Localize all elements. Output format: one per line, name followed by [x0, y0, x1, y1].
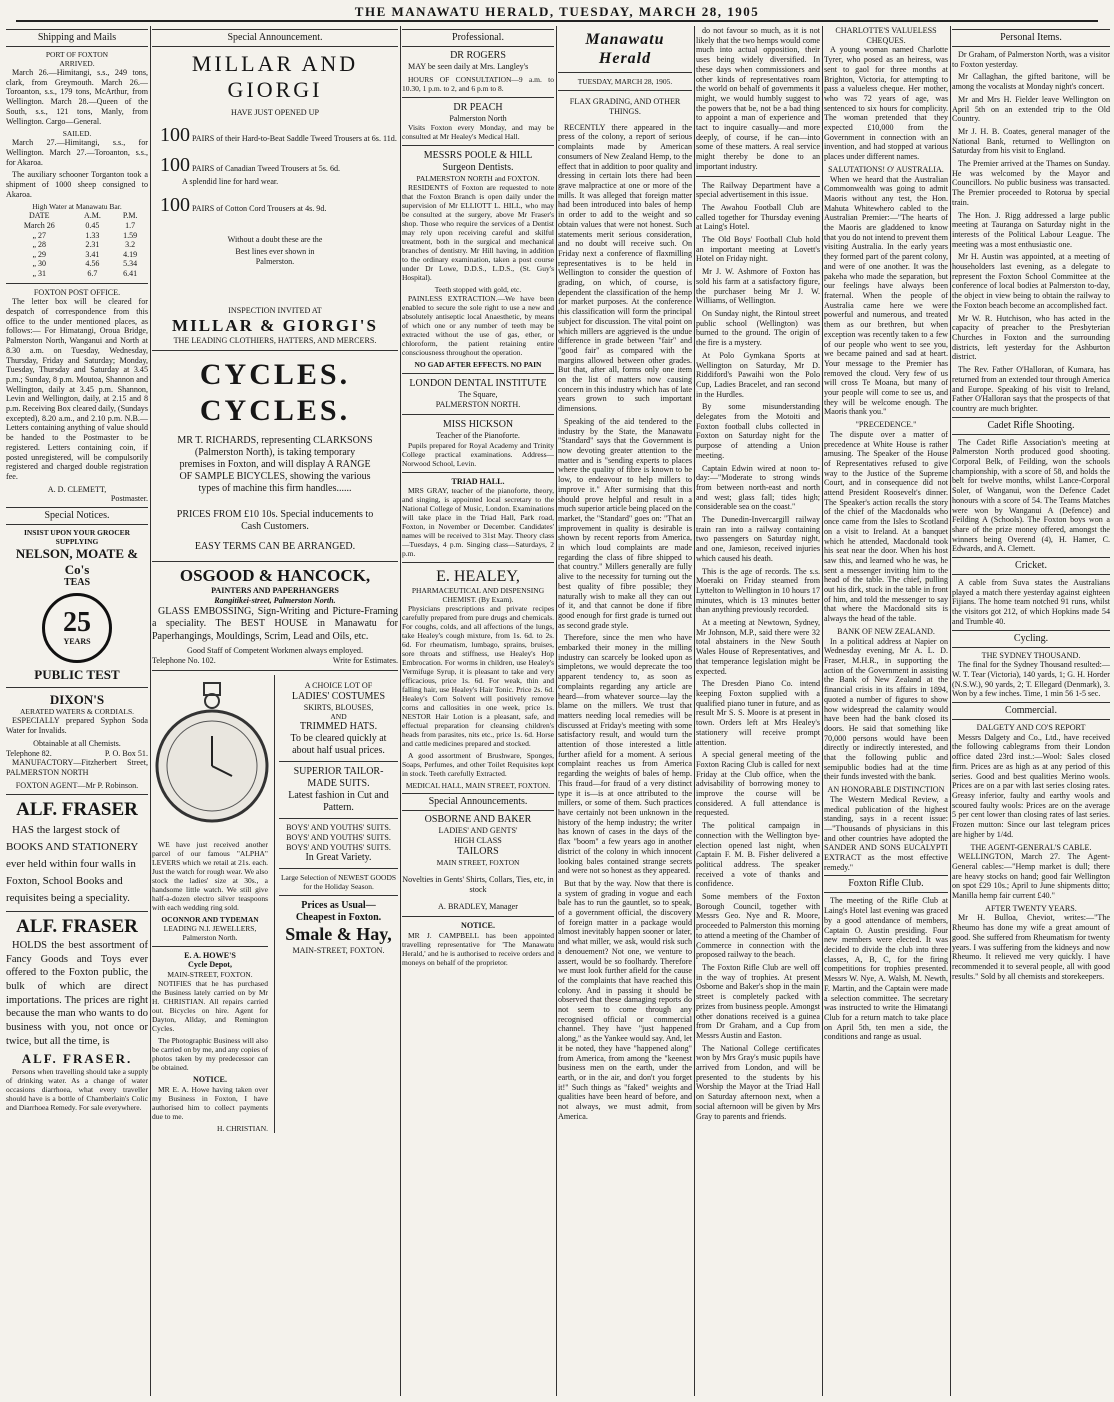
editorial-continued: do not favour so much, as it is not likely that the two hemps would come much into actual opposition, their uses being widely diversified. In these days when commissioners and other kinds of representatives roam the world on behalf of governments it might, we would humbly suggest to the powers that be, not be a bad thing to appoint a man of experience and tact to inquire casually—and more deeply, of course, if he can—into some of these matters. A real service might thereby be done to an important industry. [696, 26, 820, 171]
news-item: The Dunedin-Invercargill railway train ran into a railway containing two passengers on Saturday night, and one, Jamieson, received injuries which caused his death. [696, 515, 820, 563]
text-block: 6.7 [87, 269, 98, 278]
text-block: BANK OF NEW ZEALAND. [837, 626, 935, 636]
text-block: TRIMMED HATS. [299, 721, 378, 733]
text-block: In a political address at Napier on Wednesday evening, Mr A. L. D. Fraser, M.H.R., in supporting the action of the Government in assisting the Bank of New Zealand at the financial crisis in its affairs in 1894, quoted a number of figures to show how widespread the calamity would have been had the bank closed its doors. He said that something like 70,000 persons would have been directly or indirectly interested, and that the following public and semipublic bodies had at the time their funds invested with the bank. [824, 636, 948, 782]
text-block: The Photographic Business will also be carried on by me, and any copies of photos taken by my predecessor can be obtained. [152, 1035, 268, 1072]
text-block: PALMERSTON NORTH. [435, 400, 521, 410]
cricket-heading: Cricket. [952, 557, 1110, 575]
text-block: Telephone No. 102. [152, 656, 216, 666]
post-office-heading: FOXTON POST OFFICE. [33, 287, 121, 297]
dixon-man: MANUFACTORY—Fitzherbert Street, PALMERSTON NORTH [6, 758, 148, 777]
text-block: Mr J. H. B. Coates, general manager of the National Bank, returned to Wellington on Saturday from his visit to England. [952, 126, 1110, 156]
text-block: AND [330, 712, 347, 722]
issue-date: TUESDAY, MARCH 28, 1905. [577, 77, 673, 87]
shipping-heading: Shipping and Mails [6, 29, 148, 47]
text-block: Mr W. R. Hutchison, who has acted in the capacity of preacher to the Presbyterian Churches in Foxton and the surrounding districts, left yesterday for the Ashburton district. [952, 313, 1110, 362]
news-item: The Old Boys' Football Club hold an important meeting at Lovett's Hotel on Friday night. [696, 235, 820, 264]
text-block: OSBORNE AND BAKER [424, 814, 532, 826]
text-block: E. A. HOWE'S [184, 950, 236, 960]
text-block: SALUTATIONS! O' AUSTRALIA. [828, 164, 944, 174]
arrived-text: March 26.—Himitangi, s.s., 249 tons, clark, from Greymouth. March 26.—Toroanton, s.s., 179 tons, McArthur, from Wellington. March 28.—Queen of the South, s.s., 121 tons, Manly, from Wellington. Cargo—General. [6, 68, 148, 126]
text-block: LEADING N.I. JEWELLERS, [163, 923, 257, 933]
text-block: Teacher of the Pianoforte. [436, 430, 520, 440]
text-block: To be cleared quickly at about half usual prices. [290, 733, 387, 757]
alf-fraser-2-text: HOLDS the best assortment of Fancy Goods and Toys ever offered to the Foxton public, the bulk of which are direct importations. The prices are right because the man who wants to do business with you, not once or twice, but all the time, is [6, 940, 148, 1047]
text-block: H. CHRISTIAN. [216, 1123, 268, 1133]
postmaster-name: A. D. CLEMETT, [47, 484, 107, 494]
text-block: When we heard that the Australian Commonwealth was going to admit Maoris without any test, the Hon. Mahuta Whitewhero cabled to the Australian Premier:—"The hearts of the Maoris are gladdened to know that you do not intend to prevent them visiting Australia. In the early years they formed part of the parent colony, and were of one another. It was the pakeha who made the separation, but our feelings have always been fraternal. When the people of Australia came here we were powerful and numerous, and treated them as our brethren, but when exception was recently taken to a few of our people who went to see you, we became pained and sad at heart. Your message to the Premier has removed the cloud. Very few of us will cross Te Moana, but many of your people will come to see us, and they will be welcome enough. The Maoris thank you." [824, 174, 948, 417]
dixon-sub: AERATED WATERS & CORDIALS. [19, 707, 135, 717]
text-block: AN HONORABLE DISTINCTION [827, 785, 945, 795]
text-block: Latest fashion in Cut and Pattern. [288, 790, 389, 814]
text-block: INSPECTION INVITED AT [228, 306, 322, 316]
text-block: MEDICAL HALL, MAIN STREET, FOXTON. [405, 781, 551, 791]
text-block: The Hon. J. Rigg addressed a large public meeting at Tauranga on Saturday night in the interests of the Political Labour League. The meeting was a most enthusiastic one. [952, 210, 1110, 249]
text-block: A. BRADLEY, Manager [438, 902, 518, 912]
text-block: The Premier arrived at the Thames on Sunday. He was welcomed by the Mayor and Councillors. No public business was transacted. The Premier proceeded to Rotorua by special train. [952, 159, 1110, 207]
pocket-watch-icon [152, 681, 272, 831]
text-block: Dr Graham, of Palmerston North, was a visitor to Foxton yesterday. [952, 50, 1110, 69]
text-block: The Rev. Father O'Halloran, of Kumara, has returned from an extended tour through America and Europe. Speaking of his visit to Ireland, Father O'Halloran says that the prospects of that country are much brighter. [952, 365, 1110, 413]
text-block: E. HEALEY, [436, 568, 520, 586]
arrived-label: ARRIVED. [59, 59, 95, 68]
text-block: NOTICE. [461, 920, 495, 930]
text-block: 100 [160, 194, 190, 217]
alf-fraser-sig: ALF. FRASER. [21, 1051, 133, 1067]
text-block: „ 27 [32, 230, 47, 240]
news-item: Some members of the Foxton Borough Council, together with Messrs Geo. Nye and R. Moore, proceeded to Palmerston this morning to attend a meeting of the Chamber of Commerce in connection with the proposed railway to the beach. [696, 892, 820, 960]
text-block: A CHOICE LOT OF [304, 680, 373, 690]
text-block: Best lines ever shown in [235, 246, 315, 256]
text-block: THE AGENT-GENERAL'S CABLE. [970, 842, 1092, 852]
dixon-name: DIXON'S [49, 691, 105, 707]
text-block: LADIES' AND GENTS' [438, 826, 518, 836]
text-block: Rangitikei-street, Palmerston North. [214, 596, 336, 606]
text-block: Good Staff of Competent Workmen always employed. [187, 646, 363, 656]
news-item: Mr J. W. Ashmore of Foxton has sold his farm at a satisfactory figure, the purchaser being Mr J. W. Williams, of Wellington. [696, 267, 820, 306]
text-block: NOTIFIES that he has purchased the Business lately carried on by Mr H. CHRISTIAN. All repairs carried out. Bicycles on hire. Agent for Dayton, Allday, and Remington Cycles. [152, 978, 268, 1033]
text-block: A young woman named Charlotte Tyrer, who posed as an heiress, was sent to gaol for three months at Brighton, Victoria, for attempting to pass a valueless cheque. Her mother, who was 72 years of age, was sentenced to six hours for complicity. The woman pretended that they expected £10,000 from the Government in connection with an invention, and had stopped at various places under different names. [824, 45, 948, 162]
text-block: Special Announcements. [402, 793, 554, 811]
news-item: By some misunderstanding delegates from the Motoiti and Foxton football clubs collected in Foxton on Saturday night for the purpose of attending a Union meeting. [696, 402, 820, 460]
text-block: 3.41 [85, 249, 100, 259]
text-block: TRIAD HALL. [451, 476, 505, 486]
text-block: Novelties in Gents' Shirts, Collars, Ties, etc, in stock [402, 874, 554, 894]
text-block: Without a doubt these are the [227, 235, 323, 245]
post-office-text: The letter box will be cleared for despatch of correspondence from this office to the under mentioned places, as follows:— For Himatangi, Oroua Bridge, Palmerston North, Wanganui and North at 8.30 a.m. on Tuesday, Wednesday, Thursday, Friday and Saturday; Monday, Tuesday, Thursday and Saturday at 3.45 p.m.; Sunday, 8 p.m. Moutoa, Shannon and Wellington, daily at 3.45 p.m. Shannon, Levin and Wellington, daily, at 2.15 and 8 p.m. Receiving Box cleared daily, (Sundays excepted), 8.20 a.m., and 2.10 p.m. N.B.—Letters containing anything of value should be handed to the Postmaster to be registered. Letters containing coin, if posted unregistered, will be compulsorily registered and charged double registration fee. [6, 297, 148, 481]
text-block: BOYS' AND YOUTHS' SUITS. [286, 842, 391, 852]
text-block: Prices as Usual— [301, 900, 376, 912]
newspaper-flag: Manawatu Herald [585, 31, 665, 68]
text-block: DR ROGERS [450, 50, 506, 61]
column-4 [558, 26, 692, 1396]
text-block: TAILORS [457, 845, 499, 857]
text-block: 100 [160, 124, 190, 147]
news-item: The Railway Department have a special advertisement in this issue. [696, 180, 820, 200]
text-block: MESSRS POOLE & HILL [423, 150, 533, 162]
text-block: Palmerston North [449, 113, 507, 123]
text-block: „ 31 [32, 269, 47, 278]
tide-heading: High Water at Manawatu Bar. [32, 202, 122, 212]
text-block: 1.33 [85, 230, 100, 240]
text-block: AFTER TWENTY YEARS. [985, 903, 1077, 913]
editorial-para: Therefore, since the men who have embarked their money in the milling industry can scarcely be looked upon as simpletons, we would deprecate the too apparent tendency to, as soon as complaints regarding any article are heard—from whatever source—lay the blame on the millers. We trust that matters needing local remedies will be discussed at Friday's meeting with some satisfactory result, and would turn the attention of those interested a little further afield for a moment. A serious complaint reaches us from America regarding the weights of bales of hemp. This fraud—for fraud of a very distinct type it is—is at once attributed to the millers, or some of them. Such practices have certainly not been unknown in the history of the hemp industry; the writer has known of cases in the days of the flax "boom" a few years ago in another district of the colony in which innocent looking bales contained strange secrets and were not so honest as they appeared. [558, 633, 692, 876]
text-block: MAIN-STREET, FOXTON. [167, 969, 253, 979]
masthead: THE MANAWATU HERALD, TUESDAY, MARCH 28, 1905 [16, 4, 1098, 22]
text-block: A.M. [83, 211, 101, 221]
news-item: At Polo Gymkana Sports at Wellington on Saturday, Mr D. Riddiford's Pawaihi won the Polo Cup, Ladies Bracelet, and ran second in the Hurdles. [696, 350, 820, 399]
text-block: BOYS' AND YOUTHS' SUITS. [286, 823, 391, 833]
column-3 [402, 26, 554, 1396]
dixon-box: P. O. Box 51. [104, 748, 148, 758]
postmaster-title: Postmaster. [110, 494, 148, 504]
text-block: PRICES FROM £10 10s. Special inducements to [176, 509, 374, 521]
text-block: The meeting of the Rifle Club at Laing's Hotel last evening was graced by a good attendance of members, Captain O. Austin presiding. Four new members were elected. It was decided to divide the club into three classes, A, B, C, for the firing competitions for trophies presented. Messrs W. Nye, A. Walsh, M. Newth, F. Martin, and the Captain were made a selection committee. The secretary was instructed to write the Himatangi Club for a return match to take place on April 5th, ten men a side, the conditions and range as usual. [824, 896, 948, 1042]
text-block: 1.7 [125, 221, 136, 231]
text-block: Large Selection of NEWEST GOODS for the Holiday Season. [280, 873, 397, 892]
commercial-heading: Commercial. [952, 702, 1110, 720]
cadet-heading: Cadet Rifle Shooting. [952, 417, 1110, 435]
text-block: The dispute over a matter of precedence at White House is rather amusing. The Speaker of the House of Representatives refused to give way to the Justice of the Supreme Court, and in consequence did not attend President Roosevelt's dinner. The Speaker's action recalls the story of the chief of the Macdonalds who once came from the Isles to Scotland on a visit to Ireland. At a banquet which he attended, Macdonald took his seat near the door. When his host saw this, and learned who he was, he sent a messenger inviting him to the head of the table. The chief, pulling out his dirk, stuck in the table in front of him, and told the messenger to say that where the Macdonald sits is always the head of the table. [824, 429, 948, 624]
sailed-text: March 27.—Himitangi, s.s., for Wellington. March 27.—Toroanton, s.s., for Akaroa. [6, 138, 148, 167]
text-block: PHARMACEUTICAL AND DISPENSING CHEMIST. (By Exam). [411, 586, 545, 605]
text-block: Visits Foxton every Monday, and may be consulted at Mr Healey's Medical Hall. [402, 123, 554, 142]
text-block: THE LEADING CLOTHIERS, HATTERS, AND MERCERS. [173, 336, 377, 346]
text-block: P.M. [122, 211, 138, 221]
text-block: The Cadet Rifle Association's meeting at Palmerston North produced good shooting. Corporal Belk, of Feilding, won the schools championship, with a score of 58, and holds the belt for twelve months, whilst Lance-Corporal Soler, of Wanganui, won the Defence Cadet honours with a score of 54. The Teams Matches were won by Wanganui A (Defence) and Feilding A (Schools). The Foxton boys won a share of the prize money offered, amongst the winners being Overend (4), H. Hamer, C. Edwards, and A. Clemett. [952, 437, 1110, 554]
special-notices-heading: Special Notices. [6, 507, 148, 525]
text-block: 4.19 [123, 249, 138, 259]
millar-giorgi-2: MILLAR & GIORGI'S [172, 316, 378, 335]
text-block: MR E. A. Howe having taken over my Business in Foxton, I have authorised him to collect payments due to me. [152, 1084, 268, 1121]
alf-fraser-2: ALF. FRASER [16, 916, 138, 938]
news-item: The political campaign in connection with the Wellington bye-election opened last night, when Captain F. M. B. Fisher delivered a political address. The speaker received a vote of thanks and confidence. [696, 821, 820, 889]
nm-insist: INSIST UPON YOUR GROCER SUPPLYING [23, 528, 131, 547]
text-block: MAIN STREET, FOXTON [436, 857, 520, 867]
text-block: MR T. RICHARDS, representing CLARKSONS [177, 435, 373, 447]
special-announcement-heading: Special Announcement. [152, 29, 398, 47]
dixon-agent: FOXTON AGENT—Mr P. Robinson. [15, 780, 139, 790]
text-block: PALMERSTON NORTH and FOXTON. [416, 174, 540, 184]
text-block: MAY be seen daily at Mrs. Langley's [408, 62, 529, 71]
text-block: DR PEACH [453, 101, 503, 113]
text-block: "PRECEDENCE." [855, 420, 917, 430]
editorial-para: But that by the way. Now that there is a system of grading in vogue and each bale has to run the gauntlet, so to speak, of a government official, the discovery of foreign matter in a package would almost inevitably happen sooner or later, and what miller, we ask, would risk such a denouement? Not one, we venture to assert, would be so foolhardy. Therefore we must look further afield for the cause of the complaints that have reached this colony. And in passing it should be observed that these damaging reports do not seem to come through any recognised official or commercial channel. They have "just happened along," as the Yankee would say. And, let it be noted, they have "happened along" from America, from among the "keenest business men on the earth, under the earth, or in the air, and don't you forget it!" Such things as "faked" weights and qualities have been heard of before, and not always, we must admit, from America. [558, 878, 692, 1121]
nm-teas: TEAS [63, 577, 91, 589]
text-block: MRS GRAY, teacher of the pianoforte, theory, and singing, is appointed local secretary to the National College of Music, London. Examinations will take place in the Triad Hall, Park road, Foxton, in November or December. Candidates' names will be received to 31st May. Theory class—Tuesdays, 4 p.m. Singing class—Saturdays, 2 p.m. [402, 486, 554, 559]
dixon-chemists: Obtainable at all Chemists. [33, 738, 121, 748]
text-block: Pupils prepared for Royal Academy and Trinity College practical examinations. Address—Norwood School, Levin. [402, 440, 554, 468]
text-block: Teeth stopped with gold, etc. [434, 285, 522, 295]
opened-text: HAVE JUST OPENED UP [230, 107, 320, 117]
text-block: 6.41 [123, 269, 138, 278]
text-block: OF SAMPLE BICYCLES, showing the various [179, 471, 371, 483]
text-block: Mr Callaghan, the gifted baritone, will be among the vocalists at Monday night's concert. [952, 72, 1110, 92]
text-block: premises in Foxton, and will display A RANGE [179, 459, 371, 471]
text-block: „ 29 [32, 249, 47, 259]
news-item: The Awahou Football Club are called together for Thursday evening at Laing's Hotel. [696, 202, 820, 232]
alf-fraser-1-text: HAS the largest stock of BOOKS AND STATIONERY ever held within four walls in Foxton, School Books and requisites being a speciality. [6, 824, 138, 905]
column-5 [696, 26, 820, 1396]
dixon-text: ESPECIALLY prepared Syphon Soda Water for Invalids. [6, 716, 148, 736]
editorial-title: FLAX GRADING, AND OTHER THINGS. [569, 97, 681, 117]
news-item: A special general meeting of the Foxton Racing Club is called for next Friday at the Club office, when the advisability of borrowing money to improve the course will be considered. A full attendance is requested. [696, 750, 820, 818]
editorial-para: RECENTLY there appeared in the press of the colony, a report of serious complaints made by American consumers of New Zealand Hemp, to the effect that in addition to poor quality and dressing in certain lots there had been grave malpractice at one or more of the mills. It was alleged that foreign matter had been introduced into bales of hemp in order to add to the weight and so obtain values that were not honest. Such statements merit serious consideration, and no doubt will receive such. On Friday next a conference of flaxmilling representatives is to be held in Wellington to consider the question of grading, on which, of course, is dependent the classification of the hemp for market purposes. At the conference this classification will form the principal subject for discussion. The vital point on which millers are aggrieved is the undue difference in grade between "fair" and "good fair" as compared with the margins allowed between other grades. But that, after all, forms only one item on the list of matters now causing concern in this industry which has of late years grown to such important dimensions. [558, 122, 692, 414]
text-block: PAINLESS EXTRACTION.—We have been enabled to secure the sole right to use a new and absolutely antiseptic local Anaesthetic, by means of which one or any number of teeth may be extracted without the use of gas, ether, or chloroform, the patient retaining entire consciousness throughout the operation. [402, 294, 554, 358]
news-item: The Dresden Piano Co. intend keeping Foxton supplied with a qualified piano tuner in future, and as result Mr S. S. Moore is at present in town. Orders left at Mrs Healey's stationery will receive prompt attention. [696, 679, 820, 747]
text-block: Cash Customers. [241, 521, 309, 533]
text-block: March 26 [23, 221, 55, 231]
text-block: RESIDENTS of Foxton are requested to note that the Foxton Branch is open daily under the supervision of Mr ELLIOTT L. HILL, who may be consulted at the surgery, above Mr Fraser's shop. Those who require the services of a Dentist may rely upon receiving careful and skilful treatment, both in the surgical and mechanical branches of dentistry. Mr Hill having, in addition to the ordinary examination, taken a post course under Dr Lowe, D.D.S., L.D.S., (St. Guy's Hospital). [402, 183, 554, 283]
text-block: In Great Variety. [305, 852, 372, 864]
editorial-para: Speaking of the aid tendered to the industry by the State, the Manawatu "Standard" says that the Government is now devoting greater attention to the matter and is "sending experts to places where the quality of fibre is known to be low, to endeavour to help millers to improve it." After surmising that this should prove helpful and result in a much superior article being placed on the market, the "Standard" goes on: "That an improvement in quality is desirable is shown by recent reports from America, in which loud complaints are made regarding the class of fibre shipped to that country." Millers generally are fully alive to the necessity for turning out the best quality of fibre possible; they naturally wish to make all they can out of it, and that cannot be done if fibre good enough for first grade is turned out as second grade style. [558, 416, 692, 630]
news-item: On Sunday night, the Rintoul street public school (Wellington) was burned to the ground. The origin of the fire is a mystery. [696, 308, 820, 348]
text-block: THE SYDNEY THOUSAND. [981, 650, 1081, 660]
text-block: The Western Medical Review, a medical publication of the highest standing, says in a recent issue:—"Thousands of physicians in this and other countries have adopted the SANDER AND SONS EUCALYPTI EXTRACT as the most effective remedy." [824, 794, 948, 872]
text-block: 4.56 [85, 259, 100, 269]
alf-fraser-foot: Persons when travelling should take a supply of drinking water. As a change of water occasions diarrhoea, what every traveller should have is a bottle of Chamberlain's Colic and Diarrhoea Remedy. For sale everywhere. [6, 1066, 148, 1112]
text-block: NOTICE. [193, 1074, 227, 1084]
text-block: SKIRTS, BLOUSES, [303, 702, 374, 712]
text-block: YEARS [63, 637, 91, 647]
text-block: 2.31 [85, 240, 100, 250]
news-item: Captain Edwin wired at noon to-day:—"Moderate to strong winds from between north-east and north and west; glass fall; tides high; considerable sea on the coast." [696, 463, 820, 512]
text-block: types of machine this firm handles...... [198, 483, 352, 495]
osgood-hancock: OSGOOD & HANCOCK, [179, 566, 371, 586]
column-7 [952, 26, 1110, 1396]
item-1: PAIRS of their Hard-to-Beat Saddle Tweed Trousers at 6s. 11d. [192, 134, 397, 144]
text-block: DALGETY AND CO'S REPORT [976, 723, 1086, 733]
text-block: The final for the Sydney Thousand resulted:—W. T. Tear (Victoria), 140 yards, 1; G. H. Horder (N.S.W.), 90 yards, 2; T. Ellegard (Denmark), 3. Won by a few inches. Time, 1 min 56 1-5 sec. [952, 660, 1110, 699]
text-block: A splendid line for hard wear. [182, 177, 279, 187]
text-block: NO GAD AFTER EFFECTS. NO PAIN [414, 360, 542, 370]
port-heading: PORT OF FOXTON [45, 50, 109, 59]
text-block: BOYS' AND YOUTHS' SUITS. [286, 832, 391, 842]
text-block: DATE [29, 211, 50, 221]
smale-hay: Smale & Hay, [285, 924, 392, 945]
text-block: Mr H. Austin was appointed, at a meeting of householders last evening, as a delegate to represent the Foxton School Committee at the conference of local bodies at Palmerston to-day, the object in view being to obtain the railway to the Foxton beach become an accomplished fact. [952, 252, 1110, 310]
news-item: The National College certificates won by Mrs Gray's music pupils have arrived from London, and will be presented to the students by his Worship the Mayor at the Triad Hall on Saturday afternoon next, when a social afternoon will be given by Mrs Gray to parents and friends. [696, 1043, 820, 1121]
text-block: LADIES' COSTUMES [291, 690, 386, 702]
text-block: Messrs Dalgety and Co., Ltd., have received the following cablegrams from their London office dated 23rd inst.:—Wool: Sales closed firm. Prices are as high as at any period of this series. Good and best qualities Merino wools. Prices are on a par with last series closing rates. Greasy inferior, faulty and earthy wools and scoured faulty wools: Prices are on the average 5 per cent lower than closing rates of last series. Frozen mutton: Since our last telegram prices are higher by 1/4d. [952, 732, 1110, 839]
text-block: Palmerston. [255, 256, 295, 266]
watch-text: WE have just received another parcel of our famous "ALPHA" LEVERS which we retail at 21s. each. Just the watch for rough wear. We also stock the ladies' size at 30s., a handsome little watch. We still give half-a-dozen electro silver teaspoons with each wedding ring sold. [152, 839, 268, 912]
news-item: This is the age of records. The s.s. Moeraki on Friday steamed from Lyttelton to Wellington in 10 hours 17 minutes, which is 13 minutes better than anything previously recorded. [696, 566, 820, 615]
cycling-heading: Cycling. [952, 630, 1110, 648]
text-block: (Palmerston North), is taking temporary [194, 447, 356, 459]
rifle-club-heading: Foxton Rifle Club. [824, 875, 948, 893]
item-2: PAIRS of Canadian Tweed Trousers at 5s. 6d. [192, 164, 341, 174]
dixon-tel: Telephone 82. [6, 748, 52, 758]
cycles-heading: CYCLES. CYCLES. [199, 358, 351, 428]
text-block: Cheapest in Foxton. [295, 912, 382, 924]
text-block: WELLINGTON, March 27. The Agent-General cables:—"Hemp market is dull; there are heavy stocks on hand; good fair Wellington on spot £29 10s.; April to June shipments ditto; Manilla hemp fair current £40." [952, 852, 1110, 901]
text-block: 5.34 [123, 259, 138, 269]
text-block: MR J. CAMPBELL has been appointed travelling representative for 'The Manawatu Herald,' and he is authorised to receive orders and moneys on behalf of the proprietor. [402, 930, 554, 967]
text-block: HIGH CLASS [454, 836, 502, 846]
text-block: 25 [63, 607, 91, 639]
nm-brand: NELSON, MOATE & Co's [15, 546, 139, 577]
text-block: EASY TERMS CAN BE ARRANGED. [194, 541, 356, 553]
text-block: MISS HICKSON [442, 418, 514, 430]
text-block: Palmerston North. [182, 932, 238, 942]
column-1 [6, 26, 148, 1396]
column-2 [152, 26, 398, 1396]
text-block: MAIN-STREET, FOXTON. [292, 945, 385, 955]
text-block: A cable from Suva states the Australians played a match there yesterday against eighteen Fijians. The home team notched 91 runs, whilst the visitors got 212, of which Hopkins made 54 and Trumble 40. [952, 578, 1110, 626]
professional-heading: Professional. [402, 29, 554, 47]
sailed-label: SAILED. [62, 129, 92, 139]
news-item: At a meeting at Newtown, Sydney, Mr Johnson, M.P., said there were 32 total abstainers in the New South Wales House of Representatives, and that temperance legislation might be expected. [696, 618, 820, 676]
public-test: PUBLIC TEST [34, 667, 120, 683]
text-block: 1.59 [123, 230, 138, 240]
text-block: A good assortment of Brushware, Sponges, Soaps, Perfumes, and other Toilet Requisites kept in stock. Teeth carefully Extracted. [402, 751, 554, 779]
text-block: PAINTERS AND PAPERHANGERS [211, 586, 339, 596]
news-item: The Foxton Rifle Club are well off in the way of trophies. At present Osborne and Baker's shop in the main street is completely packed with prizes from business people. Amongst other donations received is a guinea from Dr Graham, and a Cup from Messrs Austin and Easton. [696, 962, 820, 1040]
text-block: HOURS OF CONSULTATION—9 a.m. to 10.30, 1 p.m. to 2, and 6 p.m to 8. [402, 74, 554, 93]
item-3: PAIRS of Cotton Cord Trousers at 4s. 9d. [192, 204, 327, 214]
text-block: Physicians prescriptions and private recipes carefully prepared from pure drugs and chemicals. For coughs, colds, and all affections of the lungs, take Healey's cough mixture, from 1s. 6d. to 2s. 6d. For rheumatism, lumbago, sprains, bruises, sore throats and stiffness, use Healey's Hop Embrocation. For worms in children, use Healey's Vermifuge Syrup, it is pleasant to take and very efficacious, price 1s. 6d. For weak, thin and falling hair, use Healey's Hair Tonic. Price 2s. 6d. Healey's Corn Solvent will positively remove corns and callosities in one week, price 1s. NESTOR Hair Lotion is a pleasant, safe, and effectual preparation for cleansing children's heads from parasites, nits etc., price 1s. 6d. Horse and cattle medicines prepared and stocked. [402, 604, 554, 749]
text-block: The Square, [458, 390, 498, 400]
text-block: 100 [160, 154, 190, 177]
text-block: 3.2 [125, 240, 136, 250]
text-block: Mr and Mrs H. Fielder leave Wellington on April 5th on an extended trip to the Old Country. [952, 94, 1110, 124]
personal-items-heading: Personal Items. [952, 29, 1110, 47]
text-block: „ 28 [32, 240, 47, 250]
text-block: Surgeon Dentists. [442, 162, 514, 174]
text-block: CHARLOTTE'S VALUELESS CHEQUES. [835, 26, 937, 45]
text-block: OCONNOR AND TYDEMAN [161, 914, 259, 924]
column-6 [824, 26, 948, 1396]
anniversary-badge-icon [42, 593, 112, 663]
auxiliary-text: The auxiliary schooner Torganton took a shipment of 1000 sheep consigned to Akaroa. [6, 170, 148, 199]
text-block: 0.45 [85, 221, 100, 231]
text-block: GLASS EMBOSSING, Sign-Writing and Picture-Framing a speciality. The BEST HOUSE in Manawatu for Paperhangings, Mouldings, Scrim, Lead and Oils, etc. [152, 605, 398, 642]
millar-giorgi-title: MILLAR AND GIORGI [191, 51, 359, 103]
text-block: Mr H. Bulloa, Cheviot, writes:—"The Rheumo has done my wife a great amount of good. She suffered from Rheumatism for twenty years. I was suffering from the kidneys and now Rheumo. It relieved me very quickly. I have recommended it to several people, all with good results." Sold by all chemists and storekeepers. [952, 913, 1110, 981]
text-block: LONDON DENTAL INSTITUTE [409, 378, 547, 390]
text-block: „ 30 [32, 259, 47, 269]
text-block: Cycle Depot, [187, 960, 233, 970]
tide-table [6, 211, 148, 278]
text-block: Write for Estimates. [332, 656, 398, 666]
alf-fraser-1: ALF. FRASER [16, 799, 138, 821]
text-block: SUPERIOR TAILOR-MADE SUITS. [293, 766, 384, 790]
